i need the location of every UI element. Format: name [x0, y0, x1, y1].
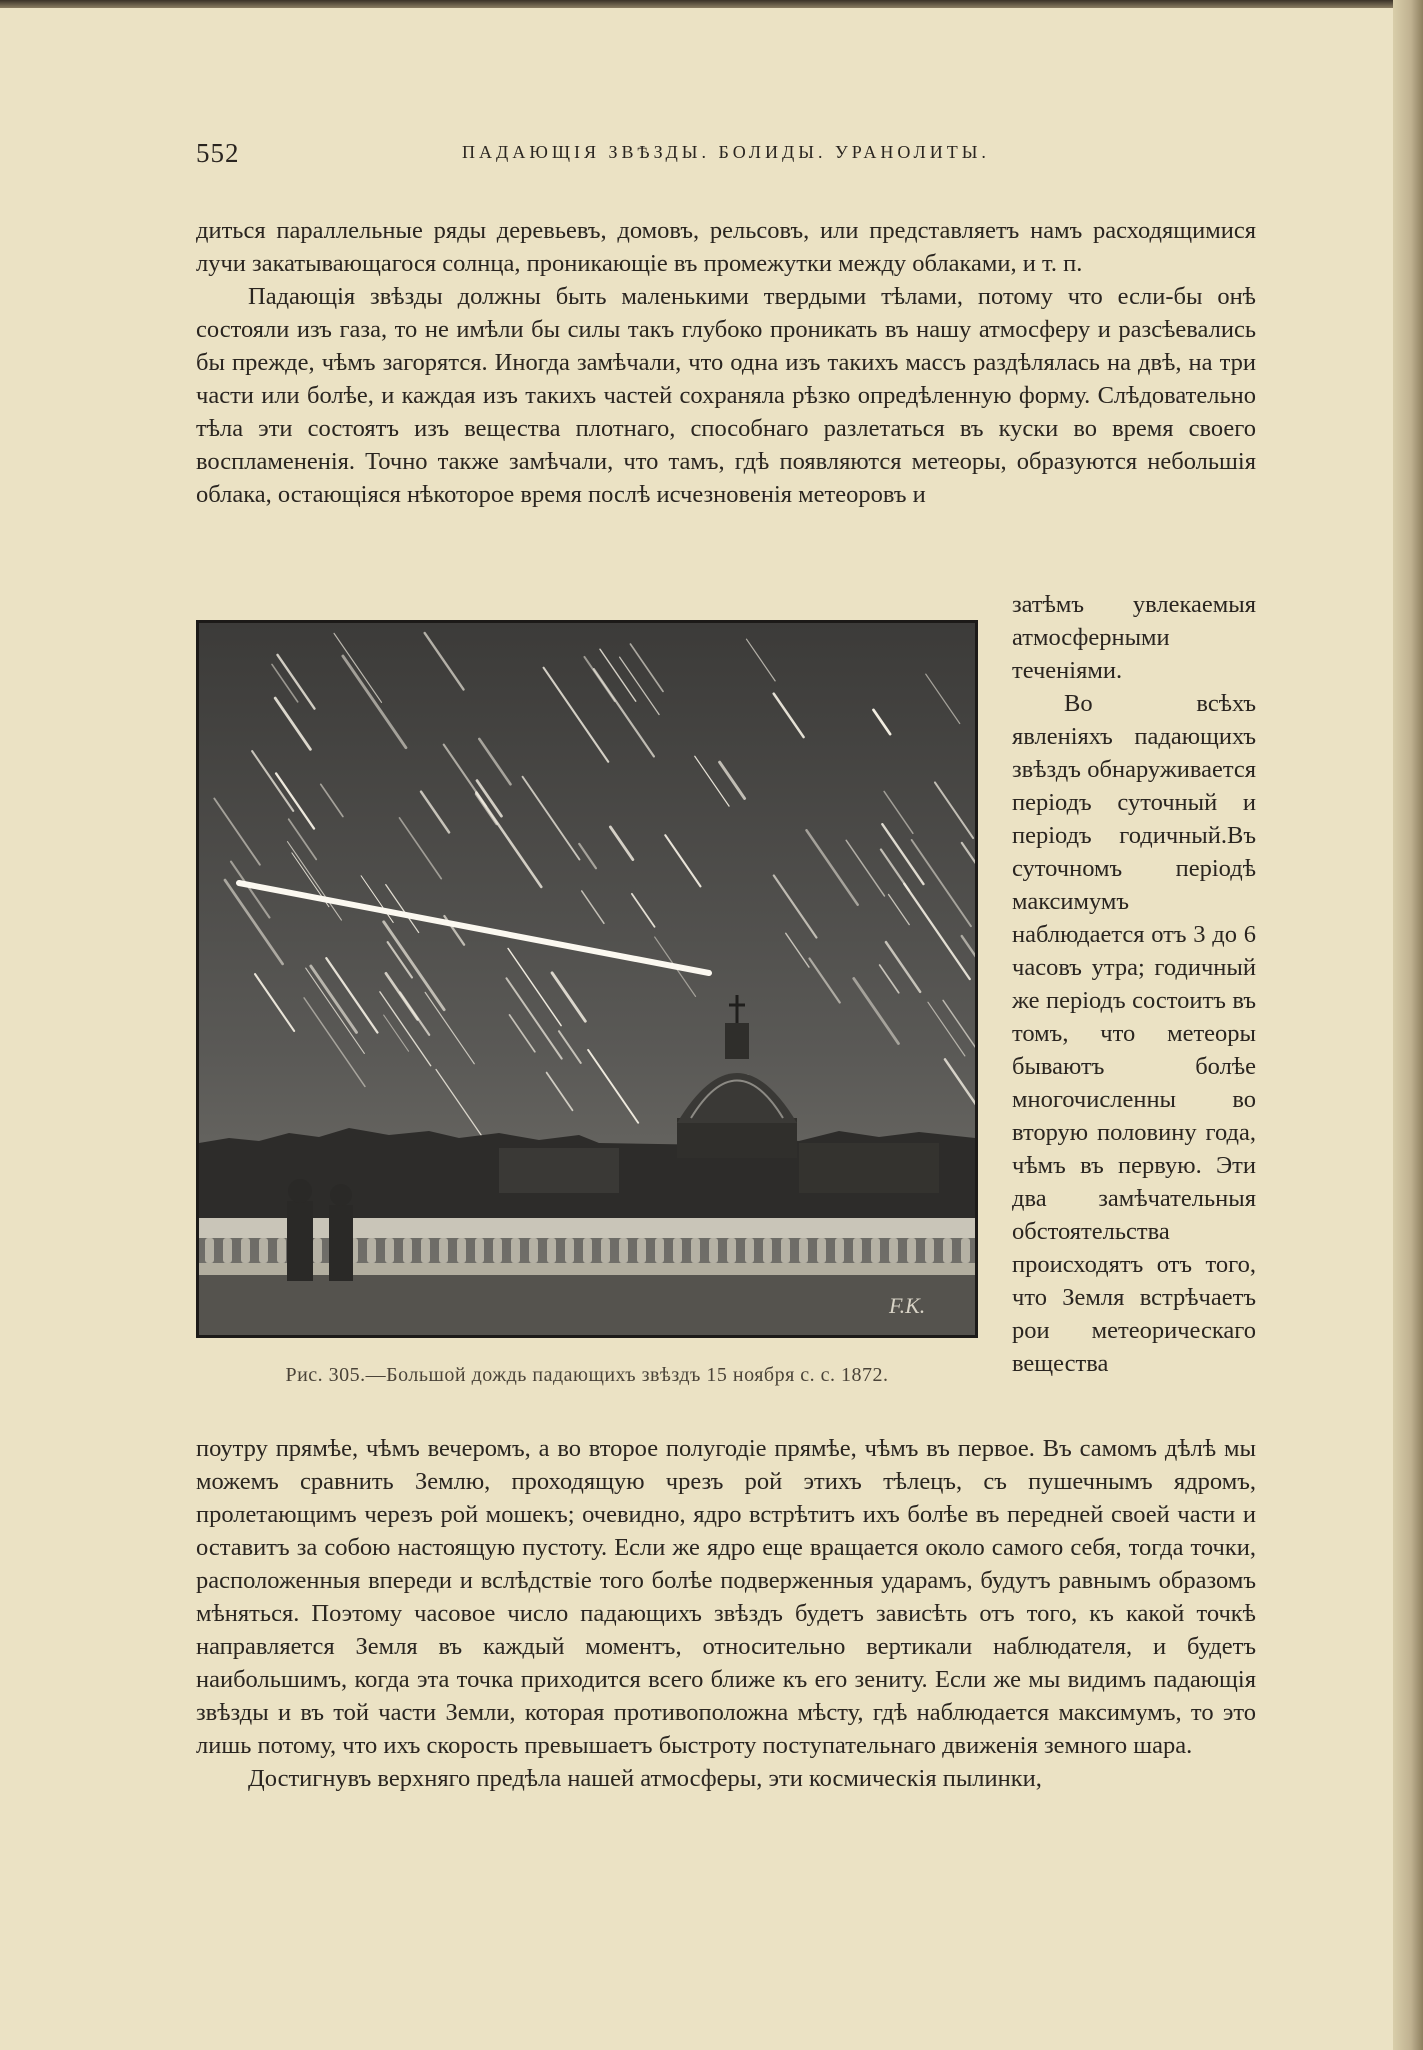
- baluster: [655, 1238, 664, 1263]
- running-title: ПАДАЮЩІЯ ЗВѢЗДЫ. БОЛИДЫ. УРАНОЛИТЫ.: [462, 142, 990, 162]
- building: [499, 1148, 619, 1193]
- page-number: 552: [196, 138, 240, 168]
- baluster: [313, 1238, 322, 1263]
- baluster: [745, 1238, 754, 1263]
- building: [799, 1143, 939, 1193]
- baluster: [943, 1238, 952, 1263]
- paragraph: Достигнувъ верхняго предѣла нашей атмосферы, эти космическія пылинки,: [248, 1765, 1042, 1792]
- baluster: [583, 1238, 592, 1263]
- paragraph: Во всѣхъ явленіяхъ падающихъ звѣздъ обнаруживается періодъ суточный и періодъ годичный.Въ суточномъ періодѣ максимумъ наблюдается отъ 3 до 6 часовъ утра; годичный же періодъ состоитъ въ томъ, что метеоры бываютъ болѣе многочисленны во вторую половину года, чѣмъ въ первую. Эти два замѣчательныя обстоятельства происходятъ отъ того, что Земля встрѣчаетъ рои метеорическаго вещества: [1012, 690, 1256, 1377]
- paragraph: затѣмъ увлекаемыя атмосферными теченіями.: [1012, 591, 1256, 684]
- baluster: [259, 1238, 268, 1263]
- baluster: [493, 1238, 502, 1263]
- page-edge-top: [0, 0, 1423, 8]
- baluster: [241, 1238, 250, 1263]
- baluster: [853, 1238, 862, 1263]
- baluster: [439, 1238, 448, 1263]
- baluster: [457, 1238, 466, 1263]
- baluster: [727, 1238, 736, 1263]
- baluster: [385, 1238, 394, 1263]
- figure-caption: Рис. 305.—Большой дождь падающихъ звѣздъ 15 ноября с. с. 1872.: [285, 1364, 889, 1386]
- baluster: [511, 1238, 520, 1263]
- baluster: [871, 1238, 880, 1263]
- baluster: [403, 1238, 412, 1263]
- baluster: [475, 1238, 484, 1263]
- terrace-floor: [199, 1275, 975, 1335]
- side-column-text: [1012, 588, 1256, 1380]
- baluster: [673, 1238, 682, 1263]
- baluster: [601, 1238, 610, 1263]
- baluster: [547, 1238, 556, 1263]
- baluster: [799, 1238, 808, 1263]
- baluster: [367, 1238, 376, 1263]
- baluster: [781, 1238, 790, 1263]
- baluster: [277, 1238, 286, 1263]
- baluster: [619, 1238, 628, 1263]
- baluster: [817, 1238, 826, 1263]
- balustrade-rail: [199, 1218, 975, 1238]
- baluster: [205, 1238, 214, 1263]
- figure-meteor-shower: [196, 620, 978, 1338]
- page-edge-right: [1393, 0, 1423, 2050]
- baluster: [925, 1238, 934, 1263]
- baluster: [529, 1238, 538, 1263]
- page-header: [196, 138, 1256, 178]
- baluster: [835, 1238, 844, 1263]
- baluster: [907, 1238, 916, 1263]
- paragraph: Падающія звѣзды должны быть маленькими твердыми тѣлами, потому что если-бы онѣ состояли изъ газа, то не имѣли бы силы такъ глубоко проникать въ нашу атмосферу и разсѣевались бы прежде, чѣмъ загорятся. Иногда замѣчали, что одна изъ такихъ массъ раздѣлялась на двѣ, на три части или болѣе, и каждая изъ такихъ частей сохраняла рѣзко опредѣленную форму. Слѣдовательно тѣла эти состоятъ изъ вещества плотнаго, способнаго разлетаться въ куски во время своего воспламененія. Точно также замѣчали, что тамъ, гдѣ появляются метеоры, образуются небольшія облака, остающіяся нѣкоторое время послѣ исчезновенія метеоровъ и: [196, 283, 1256, 508]
- baluster: [763, 1238, 772, 1263]
- baluster: [691, 1238, 700, 1263]
- paragraph: диться параллельные ряды деревьевъ, домовъ, рельсовъ, или представляетъ намъ расходящимися лучи закатывающагося солнца, проникающіе въ промежутки между облаками, и т. п.: [196, 217, 1256, 277]
- text-block-top: [196, 214, 1256, 511]
- baluster: [565, 1238, 574, 1263]
- balusters: [205, 1238, 970, 1263]
- meteor-shower-illustration: [199, 623, 975, 1335]
- baluster: [637, 1238, 646, 1263]
- baluster: [223, 1238, 232, 1263]
- text-block-bottom: [196, 1432, 1256, 1795]
- paragraph: поутру прямѣе, чѣмъ вечеромъ, а во второе полугодіе прямѣе, чѣмъ въ первое. Въ самомъ дѣлѣ мы можемъ сравнить Землю, проходящую чрезъ рой этихъ тѣлецъ, съ пушечнымъ ядромъ, пролетающимъ черезъ рой мошекъ; очевидно, ядро встрѣтитъ ихъ болѣе въ передней своей части и оставитъ за собою настоящую пустоту. Если же ядро еще вращается около самого себя, тогда точки, расположенныя впереди и вслѣдствіе того болѣе подверженныя ударамъ, будутъ равнымъ образомъ мѣняться. Поэтому часовое число падающихъ звѣздъ будетъ зависѣть отъ того, къ какой точкѣ направляется Земля въ каждый моментъ, относительно вертикали наблюдателя, и будетъ наибольшимъ, когда эта точка приходится всего ближе къ его зениту. Если же мы видимъ падающія звѣзды и въ той части Земли, которая противоположна мѣсту, гдѣ наблюдается максимумъ, то это лишь потому, что ихъ скорость превышаетъ быстроту поступательнаго движенія земного шара.: [196, 1435, 1256, 1759]
- baluster: [961, 1238, 970, 1263]
- baluster: [889, 1238, 898, 1263]
- engraver-signature: F.K.: [889, 1293, 926, 1318]
- baluster: [421, 1238, 430, 1263]
- baluster: [709, 1238, 718, 1263]
